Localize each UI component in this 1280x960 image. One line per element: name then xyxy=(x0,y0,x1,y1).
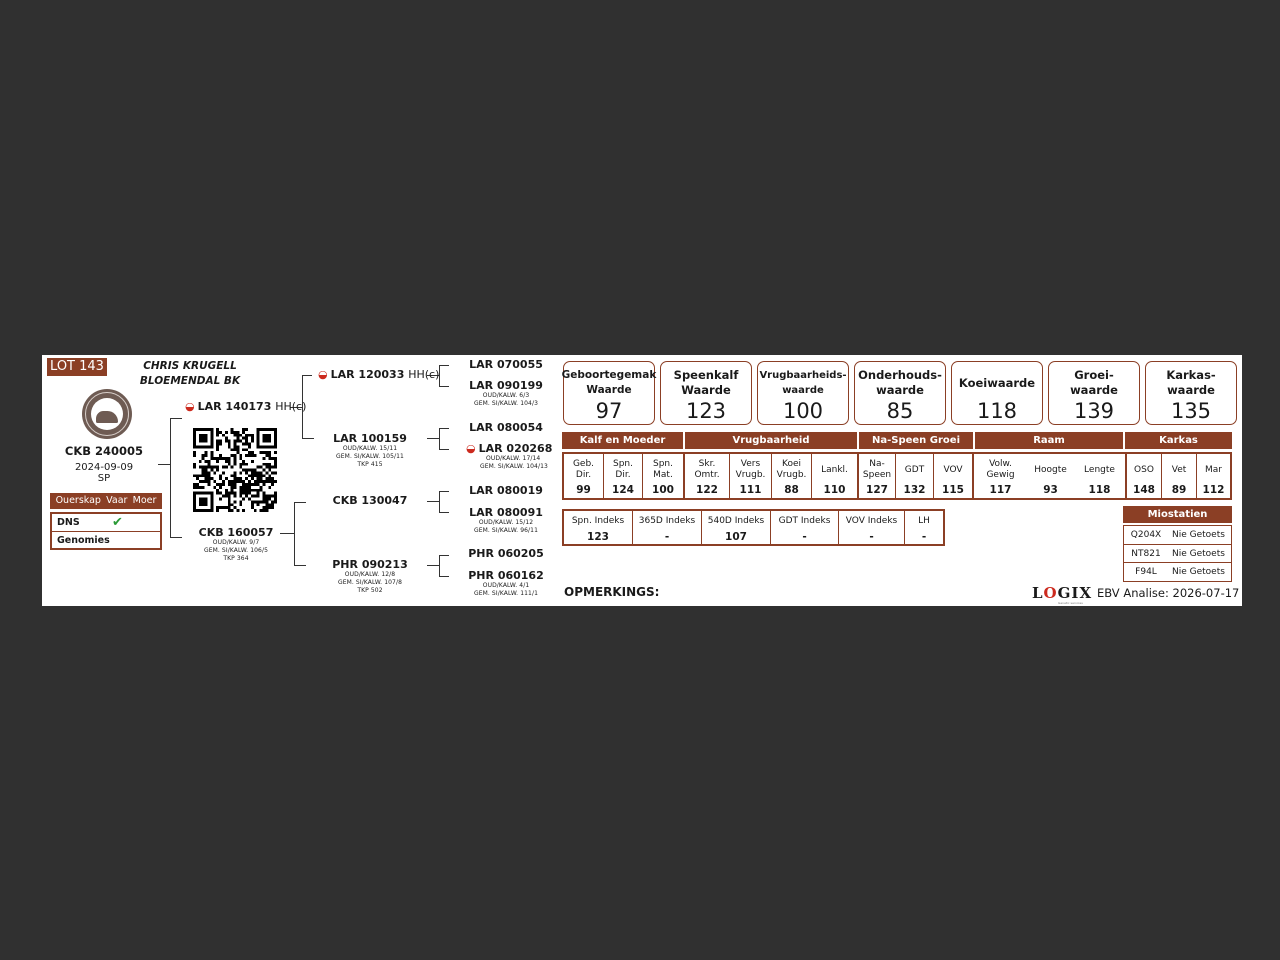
trait-label: Mar xyxy=(1205,464,1222,475)
trait-label: OSO xyxy=(1134,464,1154,475)
ebv-box-label: Karkas-waarde xyxy=(1166,368,1216,397)
index-cell xyxy=(701,511,770,544)
parentage-row-dns xyxy=(52,514,160,531)
pedigree-ddd[interactable] xyxy=(460,569,552,598)
pedigree-sire-dam[interactable] xyxy=(322,432,418,469)
ebv-box-value: 118 xyxy=(976,399,1018,423)
miostatien-status: Nie Getoets xyxy=(1172,530,1225,540)
pedigree-dsd[interactable] xyxy=(460,506,552,535)
logix-logo: LOGIX xyxy=(1032,584,1093,602)
index-value: 107 xyxy=(725,531,747,543)
trait-value: 110 xyxy=(823,484,846,496)
trait-cell xyxy=(1074,454,1125,498)
trait-value: 148 xyxy=(1133,484,1155,496)
trait-cell xyxy=(603,454,642,498)
pedigree-ss-suffix: HH(c) xyxy=(408,368,440,381)
pedigree-ss-id: LAR 120033 xyxy=(330,368,405,381)
trait-value: 122 xyxy=(696,484,718,496)
pedigree-dds[interactable] xyxy=(460,547,552,560)
pedigree-sd-line: OUD/KALW. 15/11 xyxy=(342,445,398,452)
pedigree-dam-line: OUD/KALW. 9/7 xyxy=(212,539,260,546)
miostatien-header: Miostatien xyxy=(1123,506,1232,523)
index-cell xyxy=(770,511,838,544)
pedigree-dds-id: PHR 060205 xyxy=(468,547,544,560)
trait-value: 112 xyxy=(1202,484,1225,496)
animal-code: SP xyxy=(97,473,111,484)
parentage-header-dam: Moer xyxy=(132,495,157,506)
pedigree-sss[interactable] xyxy=(460,358,552,371)
index-label: GDT Indeks xyxy=(778,516,831,526)
pedigree-sdd[interactable] xyxy=(466,442,566,471)
trait-value: 127 xyxy=(866,484,888,496)
index-value: - xyxy=(802,531,807,543)
pedigree-dam-id: CKB 160057 xyxy=(198,526,274,539)
ebv-box xyxy=(1048,361,1140,425)
pedigree-dd-line: TKP 502 xyxy=(357,587,383,594)
index-label: 540D Indeks xyxy=(707,516,765,526)
pedigree-sire-sire[interactable] xyxy=(318,368,439,381)
trait-label: Geb. Dir. xyxy=(572,459,595,480)
ebv-box-label: Koeiwaarde xyxy=(958,375,1036,390)
index-value: - xyxy=(869,531,874,543)
trait-cell xyxy=(895,454,933,498)
pedigree-ssd[interactable] xyxy=(460,379,552,408)
pedigree-dd-line: OUD/KALW. 12/8 xyxy=(344,571,396,578)
logix-tagline: Genetic services xyxy=(1058,601,1083,605)
trait-table xyxy=(562,452,1232,500)
ebv-box-label: Onderhouds-waarde xyxy=(858,368,942,397)
registered-marker-icon: ◒ xyxy=(185,400,195,413)
trait-cell xyxy=(857,454,895,498)
trait-label: Koei Vrugb. xyxy=(776,459,807,480)
trait-label: Skr. Omtr. xyxy=(694,459,720,480)
registered-marker-icon: ◒ xyxy=(318,368,328,381)
pedigree-sire[interactable] xyxy=(185,400,306,413)
pedigree-ddd-line: OUD/KALW. 4/1 xyxy=(482,582,530,589)
trait-group-header: Na-Speen Groei xyxy=(859,432,973,449)
parentage-header-sire: Vaar xyxy=(106,495,128,506)
trait-cell xyxy=(1125,454,1161,498)
trait-cell xyxy=(933,454,972,498)
registered-marker-icon: ◒ xyxy=(466,442,476,455)
pedigree-ddd-line: GEM. SI/KALW. 111/1 xyxy=(473,590,538,597)
trait-value: 89 xyxy=(1171,484,1187,496)
parentage-table xyxy=(50,512,162,550)
trait-value: 99 xyxy=(576,484,591,496)
ebv-box-label: Vrugbaarheids-waarde xyxy=(759,370,847,396)
index-cell xyxy=(632,511,701,544)
trait-value: 100 xyxy=(652,484,674,496)
index-table xyxy=(562,509,945,546)
trait-cell xyxy=(972,454,1027,498)
analysis-date: EBV Analise: 2026-07-17 xyxy=(1097,586,1240,600)
parentage-row-label: Genomies xyxy=(57,535,110,546)
trait-cell xyxy=(1161,454,1196,498)
trait-value: 132 xyxy=(903,484,926,496)
index-cell xyxy=(838,511,904,544)
lot-number: LOT 143 xyxy=(47,358,107,376)
ebv-box-value: 85 xyxy=(886,399,914,423)
trait-cell xyxy=(1196,454,1230,498)
miostatien-row xyxy=(1124,544,1231,562)
trait-value: 111 xyxy=(739,484,762,496)
trait-value: 88 xyxy=(784,484,799,496)
remarks-label: OPMERKINGS: xyxy=(564,585,660,599)
pedigree-sds-id: LAR 080054 xyxy=(469,421,543,434)
pedigree-dam-line: GEM. SI/KALW. 106/5 xyxy=(203,547,268,554)
index-cell xyxy=(904,511,943,544)
trait-label: Vet xyxy=(1171,464,1187,475)
pedigree-sd-line: GEM. SI/KALW. 105/11 xyxy=(336,453,404,460)
trait-group-header: Karkas xyxy=(1125,432,1232,449)
miostatien-row xyxy=(1124,526,1231,544)
trait-cell xyxy=(683,454,729,498)
pedigree-dss[interactable] xyxy=(460,484,552,497)
pedigree-ssd-line: OUD/KALW. 6/3 xyxy=(482,392,530,399)
pedigree-ssd-id: LAR 090199 xyxy=(469,379,543,392)
trait-label: Lengte xyxy=(1084,464,1115,475)
pedigree-dam-line: TKP 364 xyxy=(223,555,249,562)
trait-value: 117 xyxy=(989,484,1012,496)
parentage-row-label: DNS xyxy=(57,517,80,528)
pedigree-ddd-id: PHR 060162 xyxy=(468,569,544,582)
pedigree-ds-id: CKB 130047 xyxy=(332,494,408,507)
pedigree-dam-dam[interactable] xyxy=(322,558,418,595)
trait-label: Lankl. xyxy=(821,464,848,475)
pedigree-sds[interactable] xyxy=(460,421,552,434)
parentage-row-genomics xyxy=(52,531,160,548)
pedigree-sd-line: TKP 415 xyxy=(357,461,383,468)
miostatien-variant: Q204X xyxy=(1130,530,1162,540)
trait-group-header: Raam xyxy=(975,432,1123,449)
pedigree-ssd-line: GEM. SI/KALW. 104/3 xyxy=(473,400,538,407)
trait-value: 115 xyxy=(942,484,964,496)
parentage-header xyxy=(50,493,162,509)
pedigree-dd-id: PHR 090213 xyxy=(332,558,408,571)
qr-code[interactable] xyxy=(193,428,277,512)
miostatien-table xyxy=(1123,525,1232,582)
trait-value: 93 xyxy=(1043,484,1058,496)
ebv-box-label: Geboortegemak Waarde xyxy=(561,369,657,396)
ebv-box-label: Groei-waarde xyxy=(1070,368,1118,397)
miostatien-row xyxy=(1124,562,1231,580)
trait-cell xyxy=(811,454,857,498)
index-label: LH xyxy=(918,516,930,526)
pedigree-dsd-id: LAR 080091 xyxy=(469,506,543,519)
pedigree-dsd-line: OUD/KALW. 15/12 xyxy=(478,519,534,526)
trait-label: Volw. Gewig xyxy=(986,459,1015,480)
trait-label: VOV xyxy=(943,464,963,475)
pedigree-sss-id: LAR 070055 xyxy=(469,358,543,371)
pedigree-sd-id: LAR 100159 xyxy=(333,432,407,445)
ebv-box-value: 135 xyxy=(1170,399,1212,423)
ebv-box-value: 139 xyxy=(1073,399,1115,423)
pedigree-dss-id: LAR 080019 xyxy=(469,484,543,497)
trait-label: Hoogte xyxy=(1034,464,1067,475)
breeder-name: CHRIS KRUGELL BLOEMENDAL BK xyxy=(139,360,241,387)
ebv-box xyxy=(660,361,752,425)
index-value: - xyxy=(921,531,927,543)
miostatien-status: Nie Getoets xyxy=(1172,567,1225,577)
ebv-box-value: 97 xyxy=(595,399,623,423)
trait-cell xyxy=(1027,454,1074,498)
miostatien-variant: NT821 xyxy=(1131,549,1161,559)
trait-label: Spn. Dir. xyxy=(613,459,633,480)
trait-group-header: Kalf en Moeder xyxy=(562,432,683,449)
pedigree-dam[interactable] xyxy=(190,526,282,563)
index-value: 123 xyxy=(587,531,609,543)
trait-cell xyxy=(729,454,771,498)
index-label: VOV Indeks xyxy=(845,516,898,526)
lot-card xyxy=(42,355,1242,606)
ebv-box-label: Speenkalf Waarde xyxy=(673,368,739,397)
trait-value: 118 xyxy=(1088,484,1111,496)
trait-cell xyxy=(771,454,811,498)
pedigree-sdd-line: GEM. SI/KALW. 104/13 xyxy=(480,463,548,470)
trait-label: GDT xyxy=(904,464,925,475)
ebv-box xyxy=(854,361,946,425)
trait-value: 124 xyxy=(612,484,634,496)
pedigree-dsd-line: GEM. SI/KALW. 96/11 xyxy=(473,527,538,534)
index-label: 365D Indeks xyxy=(638,516,696,526)
trait-cell xyxy=(564,454,603,498)
ebv-box xyxy=(563,361,655,425)
ebv-box xyxy=(951,361,1043,425)
pedigree-sdd-line: OUD/KALW. 17/14 xyxy=(486,455,541,462)
index-cell xyxy=(564,511,632,544)
pedigree-sdd-id: LAR 020268 xyxy=(478,442,553,455)
trait-label: Na-Speen xyxy=(862,459,892,480)
miostatien-status: Nie Getoets xyxy=(1172,549,1225,559)
animal-birth-date: 2024-09-09 xyxy=(74,462,134,473)
pedigree-sire-suffix: HH(c) xyxy=(275,400,307,413)
trait-label: Vers Vrugb. xyxy=(735,459,766,480)
ebv-box xyxy=(1145,361,1237,425)
pedigree-dd-line: GEM. SI/KALW. 107/8 xyxy=(337,579,402,586)
ebv-box xyxy=(757,361,849,425)
logo-hill-icon xyxy=(96,411,118,423)
logix-o-icon: O xyxy=(1043,584,1058,602)
ebv-box-value: 100 xyxy=(782,399,824,423)
check-icon: ✔ xyxy=(112,515,123,530)
index-label: Spn. Indeks xyxy=(571,516,625,526)
animal-id: CKB 240005 xyxy=(64,444,144,458)
pedigree-dam-sire[interactable] xyxy=(322,494,418,507)
parentage-header-label: Ouerskap xyxy=(55,495,101,506)
pedigree-sire-id: LAR 140173 xyxy=(197,400,272,413)
ebv-box-value: 123 xyxy=(685,399,727,423)
breeder-logo xyxy=(82,389,132,439)
trait-group-header: Vrugbaarheid xyxy=(685,432,857,449)
index-value: - xyxy=(664,531,670,543)
trait-cell xyxy=(642,454,683,498)
trait-label: Spn. Mat. xyxy=(653,459,673,480)
miostatien-variant: F94L xyxy=(1135,567,1157,577)
